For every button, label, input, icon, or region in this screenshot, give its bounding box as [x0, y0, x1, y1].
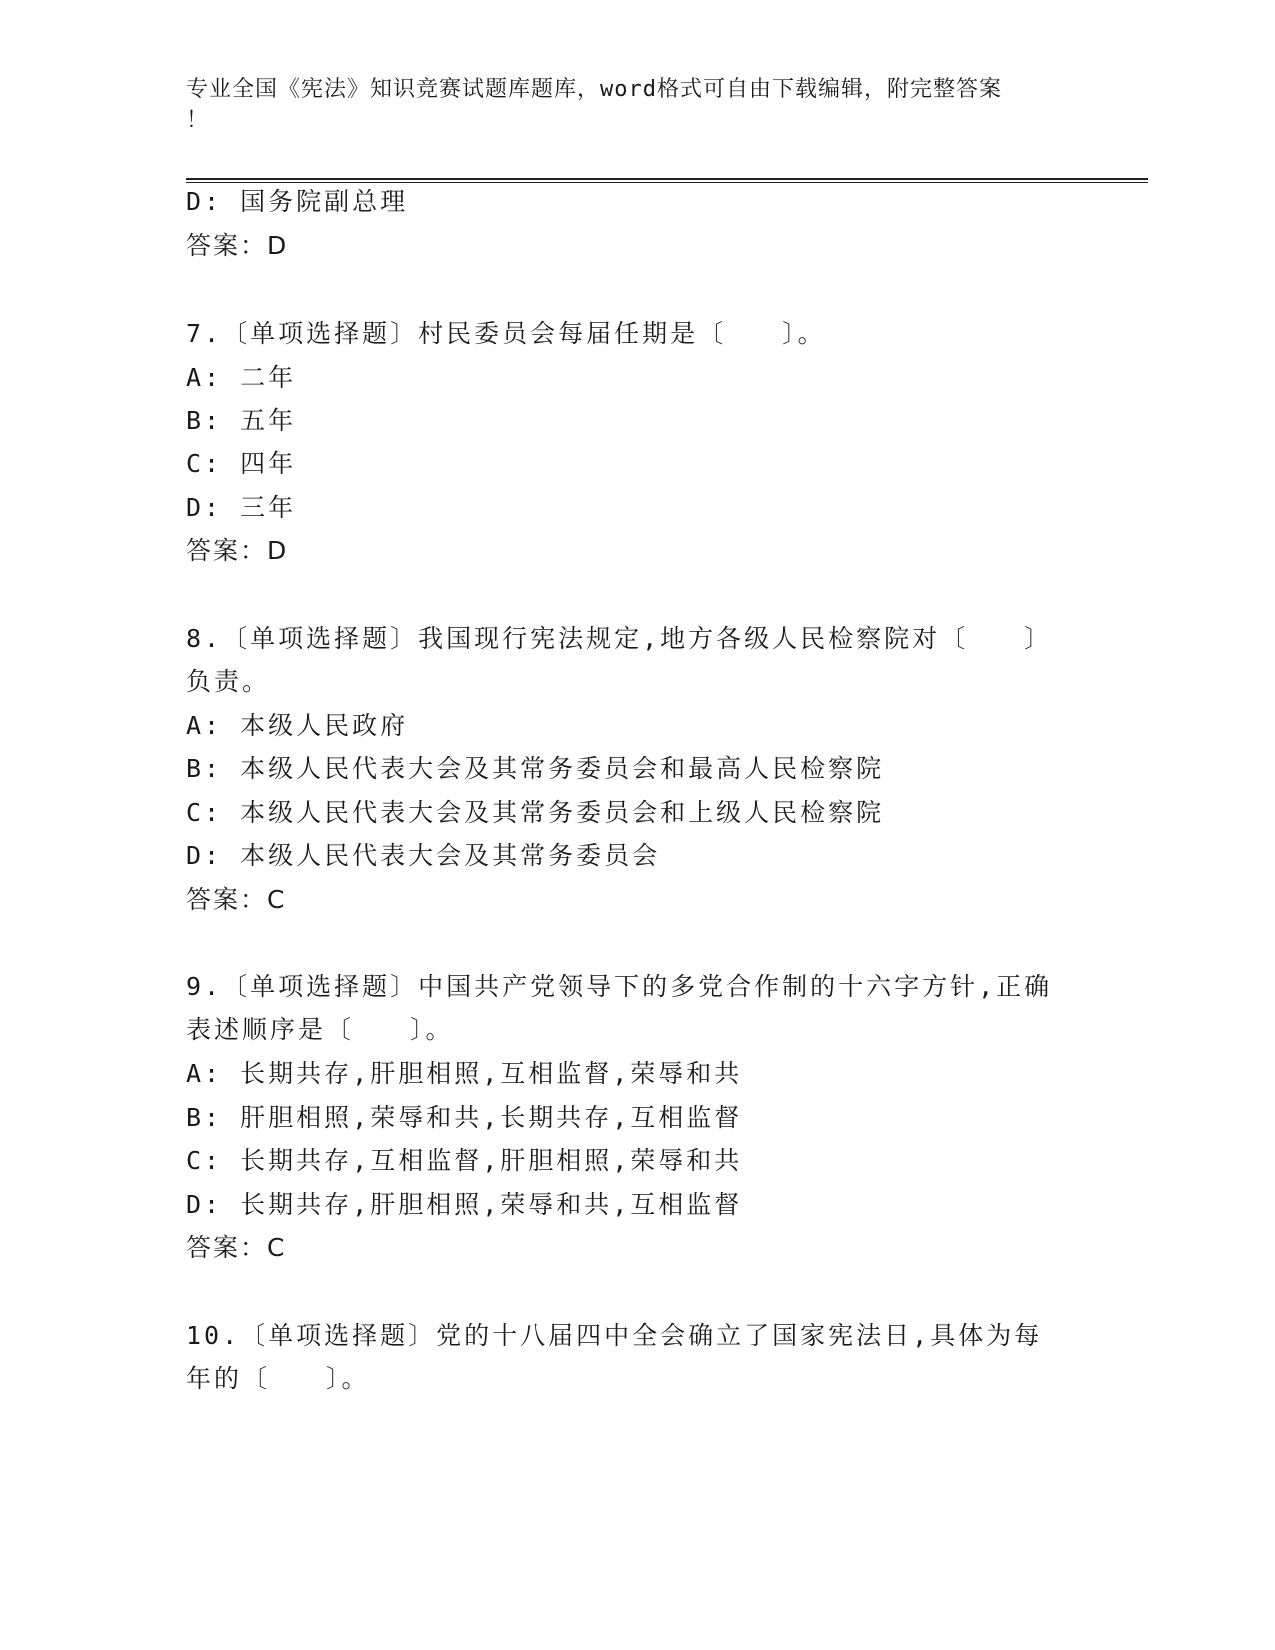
question-8-option-a: A: 本级人民政府 [186, 711, 409, 740]
question-9-answer: 答案：C [186, 1233, 287, 1262]
header-divider-thin [186, 182, 1148, 183]
prev-question-answer: 答案：D [186, 231, 289, 260]
question-8-answer: 答案：C [186, 885, 287, 914]
question-8-option-b: B: 本级人民代表大会及其常务委员会和最高人民检察院 [186, 754, 885, 783]
question-7-answer: 答案：D [186, 536, 289, 565]
header-title: 专业全国《宪法》知识竞赛试题库题库，word格式可自由下载编辑，附完整答案 [186, 77, 1002, 102]
question-8-text: 8.〔单项选择题〕我国现行宪法规定,地方各级人民检察院对〔 〕 [186, 624, 1053, 653]
question-7-option-c: C: 四年 [186, 449, 297, 478]
question-9-option-b: B: 肝胆相照,荣辱和共,长期共存,互相监督 [186, 1103, 743, 1132]
question-9-option-a: A: 长期共存,肝胆相照,互相监督,荣辱和共 [186, 1059, 743, 1088]
question-8-text-continuation: 负责。 [186, 667, 271, 696]
prev-question-option-d: D: 国务院副总理 [186, 187, 409, 216]
question-10-text-continuation: 年的〔 〕。 [186, 1364, 370, 1393]
question-8-option-c: C: 本级人民代表大会及其常务委员会和上级人民检察院 [186, 798, 885, 827]
question-9-text: 9.〔单项选择题〕中国共产党领导下的多党合作制的十六字方针,正确 [186, 972, 1053, 1001]
header-title-continuation: ！ [186, 108, 210, 133]
question-9-text-continuation: 表述顺序是〔 〕。 [186, 1015, 454, 1044]
question-9-option-d: D: 长期共存,肝胆相照,荣辱和共,互相监督 [186, 1190, 743, 1219]
document-header [186, 74, 1066, 136]
question-7-option-d: D: 三年 [186, 493, 297, 522]
header-divider-thick [186, 178, 1148, 180]
question-9-option-c: C: 长期共存,互相监督,肝胆相照,荣辱和共 [186, 1146, 743, 1175]
question-8-option-d: D: 本级人民代表大会及其常务委员会 [186, 841, 661, 870]
question-7-option-b: B: 五年 [186, 406, 297, 435]
question-7-option-a: A: 二年 [186, 363, 297, 392]
question-7-text: 7.〔单项选择题〕村民委员会每届任期是〔 〕。 [186, 319, 826, 348]
question-10-text: 10.〔单项选择题〕党的十八届四中全会确立了国家宪法日,具体为每 [186, 1321, 1043, 1350]
